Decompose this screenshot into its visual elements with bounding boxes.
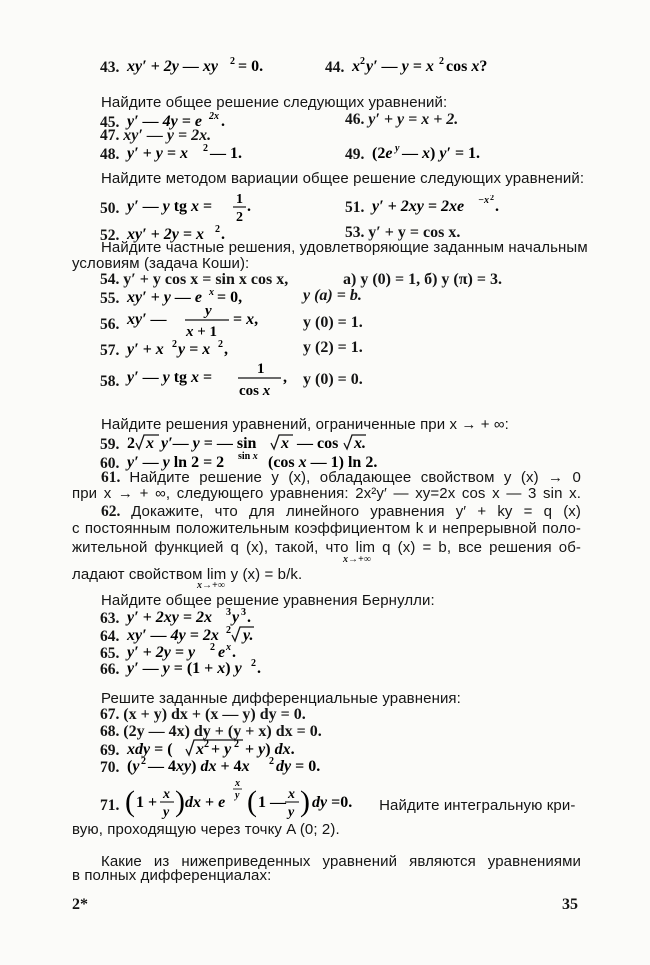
problem-57: 57. y′ + x 2 y = x 2 , xyxy=(100,338,273,361)
svg-text:+ y) dx.: + y) dx. xyxy=(245,741,295,758)
equation-57 xyxy=(123,338,273,360)
svg-text:+ y: + y xyxy=(211,741,232,758)
svg-text:.: . xyxy=(257,660,262,677)
heading-exact-1: Какие из нижеприведенных уравнений являются уравнениями xyxy=(101,853,581,870)
equation-50 xyxy=(123,193,273,223)
svg-text:y′ + 2y = y: y′ + 2y = y xyxy=(127,644,196,661)
svg-text:2: 2 xyxy=(203,143,209,154)
equation-70 xyxy=(123,755,343,777)
svg-text:xdy = (: xdy = ( xyxy=(127,741,173,758)
page-number: 35 xyxy=(562,896,578,913)
equation-49 xyxy=(368,142,518,164)
svg-text:2: 2 xyxy=(236,210,244,223)
lim-subscript-2: x→+∞ xyxy=(197,580,225,591)
svg-text:dx + e: dx + e xyxy=(185,794,226,811)
heading-exact-2: в полных дифференциалах: xyxy=(72,867,272,884)
condition-55: y (a) = b. xyxy=(303,287,362,304)
problem-43: 43. xy′ + 2y — xy 2 = 0. xyxy=(100,55,313,78)
svg-text:y.: y. xyxy=(243,627,254,644)
svg-text:— 1.: — 1. xyxy=(210,145,243,162)
svg-text:x: x xyxy=(196,741,205,758)
svg-text:y′ — y tg x =: y′ — y tg x = xyxy=(127,198,213,215)
svg-text:2: 2 xyxy=(269,756,275,767)
problem-56: 56. xy′ — y x + 1 = x, xyxy=(100,303,283,343)
condition-58: y (0) = 0. xyxy=(303,371,363,388)
svg-text:.: . xyxy=(247,198,252,215)
heading-general-solution: Найдите общее решение следующих уравнений: xyxy=(101,94,448,111)
problem-45: 45. y′ — 4y = e 2x . xyxy=(100,110,263,133)
problem-68: 68. (2y — 4x) dy + (y + x) dx = 0. xyxy=(100,723,322,740)
svg-text:x: x xyxy=(209,287,215,298)
svg-text:= 0,: = 0, xyxy=(217,289,243,306)
svg-text:— x) y′ = 1.: — x) y′ = 1. xyxy=(402,145,481,162)
svg-text:3: 3 xyxy=(226,607,232,618)
svg-text:(: ( xyxy=(247,785,258,818)
svg-text:cos x?: cos x? xyxy=(446,58,488,75)
svg-text:dy = 0.: dy = 0. xyxy=(276,758,321,775)
svg-text:x: x xyxy=(226,642,232,653)
svg-text:2: 2 xyxy=(490,195,495,202)
svg-text:(: ( xyxy=(125,785,136,818)
svg-text:sin x: sin x xyxy=(238,451,258,462)
svg-text:y′ + 2xy = 2x: y′ + 2xy = 2x xyxy=(127,609,213,626)
problem-65: 65. y′ + 2y = y 2 e x . xyxy=(100,641,273,664)
svg-text:1 —: 1 — xyxy=(258,794,287,811)
condition-56: y (0) = 1. xyxy=(303,314,363,331)
svg-text:(cos x — 1) ln 2.: (cos x — 1) ln 2. xyxy=(268,454,378,471)
equation-56 xyxy=(123,303,283,343)
heading-cauchy-1: Найдите частные решения, удовлетворяющие заданным начальным xyxy=(101,239,588,256)
equation-58 xyxy=(123,360,303,402)
svg-text:.: . xyxy=(221,226,226,243)
svg-text:xy′ + 2y = x: xy′ + 2y = x xyxy=(127,226,205,243)
problem-62-line-2: с постоянным положительным коэффициентом k и непрерывной поло- xyxy=(72,520,581,537)
equation-43 xyxy=(123,55,313,77)
equation-51 xyxy=(368,195,548,217)
svg-text:): ) xyxy=(175,785,186,818)
svg-text:x: x xyxy=(352,58,361,75)
svg-text:y = x: y = x xyxy=(178,341,211,358)
svg-text:x: x xyxy=(288,787,296,802)
svg-text:−x: −x xyxy=(478,195,490,206)
svg-text:y: y xyxy=(395,143,400,154)
problem-61-line-1: 61. Найдите решение y (x), обладающее свойством y (x) → 0 xyxy=(101,469,581,486)
svg-text:2: 2 xyxy=(218,339,224,350)
svg-text:,: , xyxy=(224,341,229,358)
signature-mark: 2* xyxy=(72,896,88,913)
equation-48 xyxy=(123,142,283,164)
svg-text:xy′ —: xy′ — xyxy=(127,311,167,328)
heading-bernoulli: Найдите общее решение уравнения Бернулли: xyxy=(101,592,435,609)
svg-text:= x,: = x, xyxy=(233,311,259,328)
svg-text:y: y xyxy=(163,805,170,820)
condition-54: а) y (0) = 1, б) y (π) = 3. xyxy=(343,271,502,288)
problem-47: 47. xy′ — y = 2x. xyxy=(100,127,212,144)
svg-text:y′ + 2xy = 2xe: y′ + 2xy = 2xe xyxy=(372,198,465,215)
problem-63: 63. y′ + 2xy = 2x 3 y 3 . xyxy=(100,606,283,629)
problem-52: 52. xy′ + 2y = x 2 . xyxy=(100,223,263,246)
problem-44: 44. x 2 y′ — y = x 2 cos x? xyxy=(325,55,518,78)
svg-text:y′ — y = (1 + x) y: y′ — y = (1 + x) y xyxy=(127,660,242,677)
svg-text:x: x xyxy=(146,435,155,452)
svg-text:y′— y = — sin: y′— y = — sin xyxy=(161,435,257,452)
condition-57: y (2) = 1. xyxy=(303,339,363,356)
svg-text:2: 2 xyxy=(439,56,445,67)
svg-text:3: 3 xyxy=(241,607,247,618)
svg-text:xy′ — 4y = 2x: xy′ — 4y = 2x xyxy=(127,627,220,644)
svg-text:.: . xyxy=(232,644,237,661)
problem-71: 71. ( 1 + x y ) dx + e x y ( 1 — x y ) dy =0. Найдите интегральную кри- xyxy=(100,778,575,830)
svg-text:— cos: — cos xyxy=(297,435,339,452)
problem-53: 53. y′ + y = cos x. xyxy=(345,224,461,241)
problem-64: 64. xy′ — 4y = 2x 2 y. xyxy=(100,624,303,647)
heading-solve: Решите заданные дифференциальные уравнения: xyxy=(101,690,461,707)
svg-text:2: 2 xyxy=(215,224,221,235)
svg-text:2: 2 xyxy=(127,435,136,452)
svg-text:2: 2 xyxy=(226,625,232,636)
problem-49: 49. (2e y — x) y′ = 1. xyxy=(345,142,518,165)
svg-text:y: y xyxy=(288,805,295,820)
svg-text:y: y xyxy=(232,609,240,626)
svg-text:xy′ + y — e: xy′ + y — e xyxy=(127,289,203,306)
problem-54: 54. y′ + y cos x = sin x cos x, xyxy=(100,271,289,288)
problem-62-line-3: жительной функцией q (x), такой, что lim q (x) = b, все решения об- xyxy=(72,539,581,556)
problem-55: 55. xy′ + y — e x = 0, xyxy=(100,286,293,309)
problem-60: 60. y′ — y ln 2 = 2 sin x (cos x — 1) ln 2. xyxy=(100,451,423,474)
problem-70: 70. (y 2 — 4xy) dx + 4x 2 dy = 0. xyxy=(100,755,343,778)
svg-text:y′ — y = x: y′ — y = x xyxy=(366,58,435,75)
equation-66 xyxy=(123,657,293,679)
problem-46: 46. y′ + y = x + 2. xyxy=(345,111,459,128)
heading-variation: Найдите методом вариации общее решение следующих уравнений: xyxy=(101,170,585,187)
problem-48: 48. y′ + y = x 2 — 1. xyxy=(100,142,283,165)
problem-59: 59. 2 x y′— y = — sin x — cos x. xyxy=(100,432,423,455)
problem-58: 58. y′ — y tg x = 1 cos x , xyxy=(100,360,303,402)
problem-61-line-2: при x → + ∞, следующего уравнения: 2x²y′ — xy=2x cos x — 3 sin x. xyxy=(72,485,581,502)
svg-text:1: 1 xyxy=(236,193,244,207)
svg-text:y′ — y ln 2 = 2: y′ — y ln 2 = 2 xyxy=(127,454,225,471)
svg-text:2: 2 xyxy=(230,56,236,67)
problem-67: 67. (x + y) dx + (x — y) dy = 0. xyxy=(100,706,306,723)
svg-text:2: 2 xyxy=(141,756,147,767)
svg-text:2x: 2x xyxy=(209,111,220,122)
svg-text:y: y xyxy=(205,303,212,319)
svg-text:2: 2 xyxy=(204,739,210,750)
svg-text:— 4xy) dx + 4x: — 4xy) dx + 4x xyxy=(148,758,250,775)
svg-text:2: 2 xyxy=(210,642,216,653)
svg-text:2: 2 xyxy=(234,739,240,750)
problem-50: 50. y′ — y tg x = 1 2 . xyxy=(100,193,273,223)
svg-text:.: . xyxy=(221,113,226,130)
problem-51: 51. y′ + 2xy = 2xe −x 2 . xyxy=(345,195,548,218)
problem-69: 69. xdy = ( x 2 + y 2 + y) dx. xyxy=(100,737,323,761)
svg-text:x: x xyxy=(235,778,241,789)
svg-text:y: y xyxy=(235,790,240,801)
problem-71-line-2: вую, проходящую через точку A (0; 2). xyxy=(72,821,340,838)
problem-62-line-1: 62. Докажите, что для линейного уравнения y′ + ky = q (x) xyxy=(101,503,581,520)
svg-text:1 +: 1 + xyxy=(136,794,158,811)
heading-cauchy-2: условиям (задача Коши): xyxy=(72,255,250,272)
svg-text:y′ — 4y = e: y′ — 4y = e xyxy=(127,113,203,130)
svg-text:y′ — y tg x =: y′ — y tg x = xyxy=(127,369,213,386)
svg-text:(2e: (2e xyxy=(372,145,393,162)
svg-text:y′ + y = x: y′ + y = x xyxy=(127,145,189,162)
svg-text:2: 2 xyxy=(172,339,178,350)
svg-text:= 0.: = 0. xyxy=(238,58,264,75)
svg-text:): ) xyxy=(300,785,311,818)
lim-subscript-1: x→+∞ xyxy=(343,554,371,565)
svg-text:y′ + x: y′ + x xyxy=(127,341,164,358)
svg-text:2: 2 xyxy=(360,56,366,67)
svg-text:cos x: cos x xyxy=(239,383,271,399)
heading-bounded: Найдите решения уравнений, ограниченные при x → + ∞: xyxy=(101,416,509,433)
svg-text:x: x xyxy=(163,787,171,802)
svg-text:x.: x. xyxy=(354,435,367,452)
svg-text:dy =0.: dy =0. xyxy=(312,794,353,811)
svg-text:(y: (y xyxy=(127,758,140,775)
svg-text:,: , xyxy=(283,369,288,386)
svg-text:x: x xyxy=(281,435,290,452)
equation-44 xyxy=(348,55,518,77)
svg-text:xy′ + 2y — xy: xy′ + 2y — xy xyxy=(127,58,219,75)
svg-text:.: . xyxy=(247,609,252,626)
svg-text:1: 1 xyxy=(257,361,265,377)
svg-text:e: e xyxy=(218,644,226,661)
problem-66: 66. y′ — y = (1 + x) y 2 . xyxy=(100,657,293,680)
problem-62-line-4: ладают свойством lim y (x) = b/k. xyxy=(72,566,303,583)
svg-text:2: 2 xyxy=(251,658,257,669)
svg-text:x + 1: x + 1 xyxy=(186,324,218,340)
svg-text:.: . xyxy=(495,198,500,215)
